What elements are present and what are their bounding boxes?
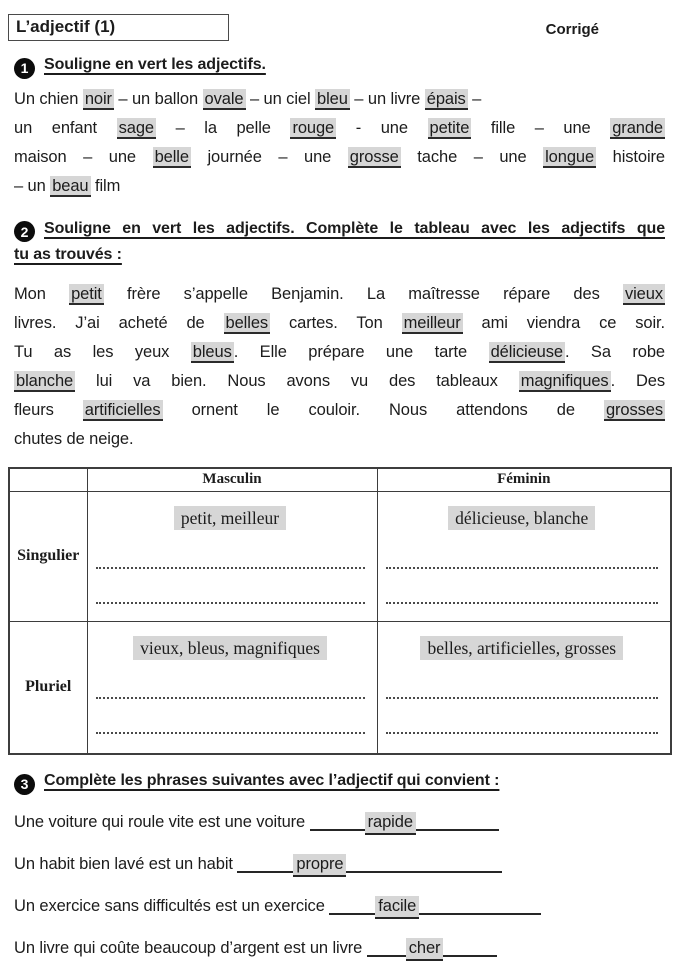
text-line	[14, 338, 665, 367]
dotted-line	[386, 567, 659, 569]
text-run: film	[90, 176, 121, 195]
cell-pluriel-masculin	[87, 621, 377, 754]
highlighted-adjective: vieux	[624, 285, 663, 303]
highlighted-adjective: grosse	[349, 147, 399, 166]
text-run: fleurs	[14, 401, 83, 419]
sentence-text: Un exercice sans difficultés est un exercice	[14, 896, 325, 915]
blank-line	[329, 896, 375, 915]
exercise2-heading-line2: tu as trouvés :	[14, 246, 122, 263]
exercise2-paragraph	[14, 280, 665, 454]
fill-in-sentence	[14, 937, 669, 960]
adjective-table	[8, 467, 672, 755]
column-header-feminin: Féminin	[377, 468, 671, 491]
worksheet-title: L’adjectif (1)	[16, 17, 116, 36]
row-header-singulier: Singulier	[9, 491, 87, 621]
highlighted-answer: facile	[375, 896, 419, 919]
highlighted-adjective: petite	[429, 118, 470, 137]
exercise1-paragraph	[14, 85, 665, 201]
dotted-line	[96, 697, 365, 699]
highlighted-answer: vieux, bleus, magnifiques	[133, 636, 327, 660]
highlighted-adjective: grosses	[605, 401, 664, 419]
text-run: – la pelle	[156, 118, 291, 137]
text-run: . Elle prépare une tarte	[233, 343, 489, 361]
highlighted-answer: belles, artificielles, grosses	[420, 636, 623, 660]
dotted-line	[386, 697, 659, 699]
highlighted-adjective: petit	[71, 285, 102, 303]
text-run: ornent le couloir. Nous attendons de	[162, 401, 604, 419]
cell-singulier-masculin	[87, 491, 377, 621]
highlighted-adjective: épais	[426, 89, 466, 108]
text-line	[14, 172, 665, 201]
text-line	[14, 396, 665, 425]
sentence-text: Un livre qui coûte beaucoup d’argent est un livre	[14, 938, 363, 957]
text-run: un enfant	[14, 118, 117, 137]
fill-in-sentence	[14, 853, 669, 876]
highlighted-adjective: bleus	[192, 343, 232, 361]
exercise2-number-badge: 2	[14, 221, 35, 242]
answer-text	[386, 638, 659, 664]
column-header-masculin: Masculin	[87, 468, 377, 491]
answer-text	[96, 638, 365, 664]
exercise3-heading-text: Complète les phrases suivantes avec l’adjectif qui convient :	[44, 772, 500, 789]
text-run: - une	[336, 118, 428, 137]
text-run: . Sa robe	[564, 343, 666, 361]
text-run: livres. J’ai acheté de	[14, 314, 224, 332]
dotted-line	[96, 732, 365, 734]
highlighted-answer: délicieuse, blanche	[448, 506, 595, 530]
text-line	[14, 143, 665, 172]
exercise3-heading	[14, 768, 665, 795]
highlighted-adjective: sage	[118, 118, 154, 137]
blank-line	[310, 812, 365, 831]
highlighted-adjective: belles	[225, 314, 269, 332]
text-line	[14, 309, 665, 338]
exercise2-heading-line1: Souligne en vert les adjectifs. Complète le tableau avec les adjectifs que	[44, 219, 665, 237]
blank-line	[419, 896, 541, 915]
doc-header	[8, 14, 669, 41]
blank-line	[367, 938, 406, 957]
row-header-pluriel: Pluriel	[9, 621, 87, 754]
fill-in-sentence	[14, 811, 669, 834]
text-run: chutes de neige.	[14, 430, 134, 448]
blank-line	[346, 854, 502, 873]
text-run: journée – une	[190, 147, 348, 166]
text-run: Un chien	[14, 89, 83, 108]
exercise1-number-badge: 1	[14, 58, 35, 79]
text-run: – un livre	[349, 89, 425, 108]
corrige-label: Corrigé	[545, 21, 599, 38]
highlighted-adjective: beau	[52, 176, 89, 195]
fill-in-sentence	[14, 895, 669, 918]
text-line	[14, 367, 665, 396]
highlighted-answer: petit, meilleur	[174, 506, 286, 530]
text-run: Mon	[14, 285, 70, 303]
highlighted-answer: propre	[293, 854, 346, 877]
text-run: cartes. Ton	[270, 314, 402, 332]
dotted-line	[96, 567, 365, 569]
text-run: fille – une	[471, 118, 611, 137]
sentence-text: Un habit bien lavé est un habit	[14, 854, 233, 873]
exercise3-sentences	[14, 811, 669, 960]
highlighted-adjective: délicieuse	[490, 343, 563, 361]
text-run: maison – une	[14, 147, 153, 166]
exercise2-heading-continued	[14, 242, 665, 268]
text-run: – un	[14, 176, 51, 195]
sentence-text: Une voiture qui roule vite est une voiture	[14, 812, 306, 831]
blank-line	[237, 854, 293, 873]
text-run: – un ciel	[245, 89, 316, 108]
text-line	[14, 114, 665, 143]
highlighted-answer: cher	[406, 938, 444, 961]
highlighted-adjective: longue	[545, 147, 595, 166]
blank-line	[416, 812, 499, 831]
text-run: –	[467, 89, 482, 108]
highlighted-adjective: meilleur	[403, 314, 461, 332]
text-run: tache – une	[400, 147, 544, 166]
text-run: histoire	[596, 147, 666, 166]
table-corner-cell	[9, 468, 87, 491]
table-row-pluriel	[9, 621, 671, 754]
dotted-line	[386, 732, 659, 734]
highlighted-answer: rapide	[365, 812, 416, 835]
dotted-line	[96, 602, 365, 604]
text-run: . Des	[610, 372, 665, 390]
exercise1-heading-text: Souligne en vert les adjectifs.	[44, 56, 266, 73]
highlighted-adjective: rouge	[292, 118, 335, 137]
text-run: frère s’appelle Benjamin. La maîtresse répare des	[103, 285, 623, 303]
table-row-singulier	[9, 491, 671, 621]
dotted-line	[386, 602, 659, 604]
cell-singulier-feminin	[377, 491, 671, 621]
text-line	[14, 85, 665, 114]
highlighted-adjective: magnifiques	[520, 372, 609, 390]
text-run: Tu as les yeux	[14, 343, 191, 361]
text-run: lui va bien. Nous avons vu des tableaux	[75, 372, 519, 390]
exercise2-heading	[14, 216, 665, 243]
exercise3-number-badge: 3	[14, 774, 35, 795]
exercise1-heading	[14, 52, 665, 79]
highlighted-adjective: blanche	[16, 372, 74, 390]
table-header-row	[9, 468, 671, 491]
highlighted-adjective: grande	[612, 118, 663, 137]
text-line	[14, 425, 665, 454]
answer-text	[96, 508, 365, 534]
worksheet-title-box	[8, 14, 229, 41]
text-run: – un ballon	[113, 89, 203, 108]
text-line	[14, 280, 665, 309]
highlighted-adjective: ovale	[204, 89, 244, 108]
blank-line	[443, 938, 497, 957]
text-run: ami viendra ce soir.	[462, 314, 665, 332]
highlighted-adjective: belle	[154, 147, 189, 166]
highlighted-adjective: noir	[84, 89, 112, 108]
answer-text	[386, 508, 659, 534]
cell-pluriel-feminin	[377, 621, 671, 754]
highlighted-adjective: artificielles	[84, 401, 161, 419]
highlighted-adjective: bleu	[317, 89, 348, 108]
